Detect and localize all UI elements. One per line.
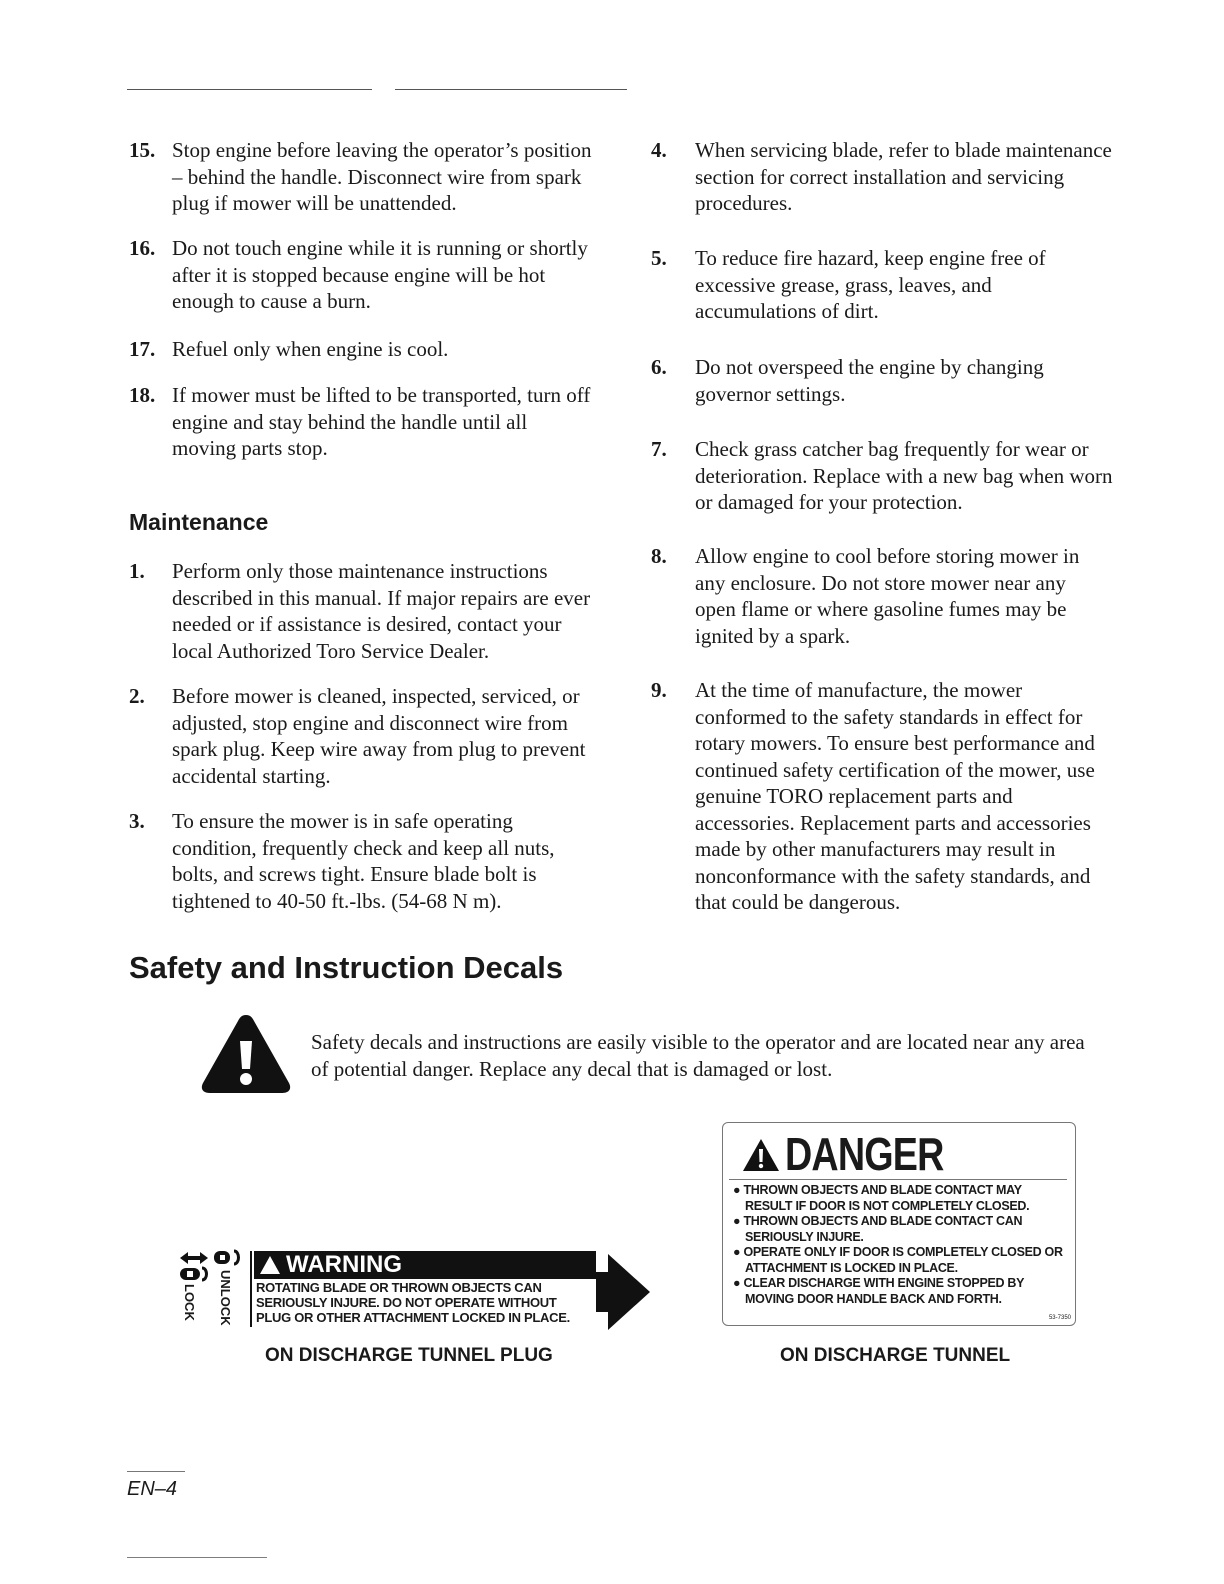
warning-triangle-icon (199, 1011, 293, 1095)
unlock-label: UNLOCK (218, 1270, 233, 1326)
danger-decal-caption: ON DISCHARGE TUNNEL (780, 1345, 1011, 1366)
item-number: 5. (651, 246, 667, 270)
danger-bullet-text: THROWN OBJECTS AND BLADE CONTACT MAY RESULT IF DOOR IS NOT COMPLETELY CLOSED. (743, 1183, 1030, 1213)
maintenance-heading: Maintenance (129, 509, 269, 535)
item-text: Before mower is cleaned, inspected, serviced, or adjusted, stop engine and disconnect wire from spark plug. Keep wire away from plug to prevent accidental starting. (172, 684, 586, 788)
item-text: Do not touch engine while it is running or shortly after it is stopped because engine will be hot enough to cause a burn. (172, 236, 588, 313)
item-number: 7. (651, 437, 667, 461)
decal-part-number: 53-7350 (1048, 1315, 1071, 1321)
footer-rule (127, 1471, 185, 1472)
danger-bullet: ● THROWN OBJECTS AND BLADE CONTACT CAN SERIOUSLY INJURE. (733, 1214, 1023, 1244)
danger-banner-text: DANGER (785, 1128, 944, 1180)
section-title: Safety and Instruction Decals (129, 950, 564, 985)
item-number: 1. (129, 559, 145, 583)
header-rule-left (127, 89, 372, 90)
header-rule-right (395, 89, 627, 90)
danger-decal (722, 1122, 1076, 1326)
up-arrow-icon (592, 1252, 654, 1332)
danger-bullet-text: CLEAR DISCHARGE WITH ENGINE STOPPED BY MOVING DOOR HANDLE BACK AND FORTH. (743, 1276, 1024, 1306)
item-number: 2. (129, 684, 145, 708)
item-text: Refuel only when engine is cool. (172, 337, 449, 361)
item-number: 17. (129, 337, 156, 361)
danger-bullets (733, 1183, 1069, 1307)
warning-banner-text: WARNING (286, 1251, 402, 1278)
warning-line: PLUG OR OTHER ATTACHMENT LOCKED IN PLACE. (256, 1310, 570, 1325)
item-number: 8. (651, 544, 667, 568)
warning-decal-caption: ON DISCHARGE TUNNEL PLUG (265, 1345, 553, 1366)
lock-symbol-icon (178, 1266, 212, 1282)
item-text: Do not overspeed the engine by changing governor settings. (695, 355, 1044, 406)
item-number: 6. (651, 355, 667, 379)
item-text: Allow engine to cool before storing mower in any enclosure. Do not store mower near any open flame or where gasoline fumes may be ignited by a spark. (695, 544, 1080, 648)
item-number: 15. (129, 138, 156, 162)
bottom-rule (127, 1557, 267, 1558)
danger-bullet: ● CLEAR DISCHARGE WITH ENGINE STOPPED BY MOVING DOOR HANDLE BACK AND FORTH. (733, 1276, 1024, 1306)
page-number: EN–4 (127, 1478, 178, 1500)
item-text: Check grass catcher bag frequently for wear or deterioration. Replace with a new bag when worn or damaged for your protection. (695, 437, 1113, 514)
item-number: 3. (129, 809, 145, 833)
up-arrow-label: UP (578, 1284, 598, 1312)
item-number: 9. (651, 678, 667, 702)
item-text: At the time of manufacture, the mower conformed to the safety standards in effect for rotary mowers. To ensure best performance and continued safety certification of the mower, use genuine TORO replacement parts and accessories. Replacement parts and accessories made by other manufacturers may result in nonconformance with the safety standards, and that could be dangerous. (695, 678, 1095, 914)
item-text: To reduce fire hazard, keep engine free of excessive grease, grass, leaves, and accumulations of dirt. (695, 246, 1046, 323)
item-number: 4. (651, 138, 667, 162)
decal-divider (250, 1251, 252, 1327)
item-text: Perform only those maintenance instructions described in this manual. If major repairs are ever needed or if assistance is desired, contact your local Authorized Toro Service Dealer. (172, 559, 591, 663)
decals-intro: Safety decals and instructions are easily visible to the operator and are located near any area of potential danger. Replace any decal that is damaged or lost. (311, 1030, 1085, 1081)
warning-decal (178, 1248, 658, 1338)
item-number: 16. (129, 236, 156, 260)
warning-triangle-icon (260, 1256, 280, 1274)
danger-bullet-text: OPERATE ONLY IF DOOR IS COMPLETELY CLOSED OR ATTACHMENT IS LOCKED IN PLACE. (743, 1245, 1063, 1275)
item-number: 18. (129, 383, 156, 407)
item-text: If mower must be lifted to be transported, turn off engine and stay behind the handle until all moving parts stop. (172, 383, 591, 460)
danger-header (729, 1127, 1067, 1180)
danger-bullet: ● OPERATE ONLY IF DOOR IS COMPLETELY CLOSED OR ATTACHMENT IS LOCKED IN PLACE. (733, 1245, 1063, 1275)
item-text: To ensure the mower is in safe operating condition, frequently check and keep all nuts, bolts, and screws tight. Ensure blade bolt is tightened to 40-50 ft.-lbs. (54-68 N m). (172, 809, 555, 913)
item-text: Stop engine before leaving the operator’s position – behind the handle. Disconnect wire from spark plug if mower will be unattended. (172, 138, 592, 215)
warning-banner (254, 1251, 596, 1279)
warning-triangle-icon (741, 1137, 781, 1173)
warning-line: SERIOUSLY INJURE. DO NOT OPERATE WITHOUT (256, 1295, 557, 1310)
warning-text (256, 1280, 586, 1325)
danger-bullet-text: THROWN OBJECTS AND BLADE CONTACT CAN SERIOUSLY INJURE. (743, 1214, 1023, 1244)
lock-label: LOCK (182, 1284, 197, 1321)
item-text: When servicing blade, refer to blade maintenance section for correct installation and servicing procedures. (695, 138, 1112, 215)
danger-bullet: ● THROWN OBJECTS AND BLADE CONTACT MAY RESULT IF DOOR IS NOT COMPLETELY CLOSED. (733, 1183, 1030, 1213)
warning-line: ROTATING BLADE OR THROWN OBJECTS CAN (256, 1280, 542, 1295)
